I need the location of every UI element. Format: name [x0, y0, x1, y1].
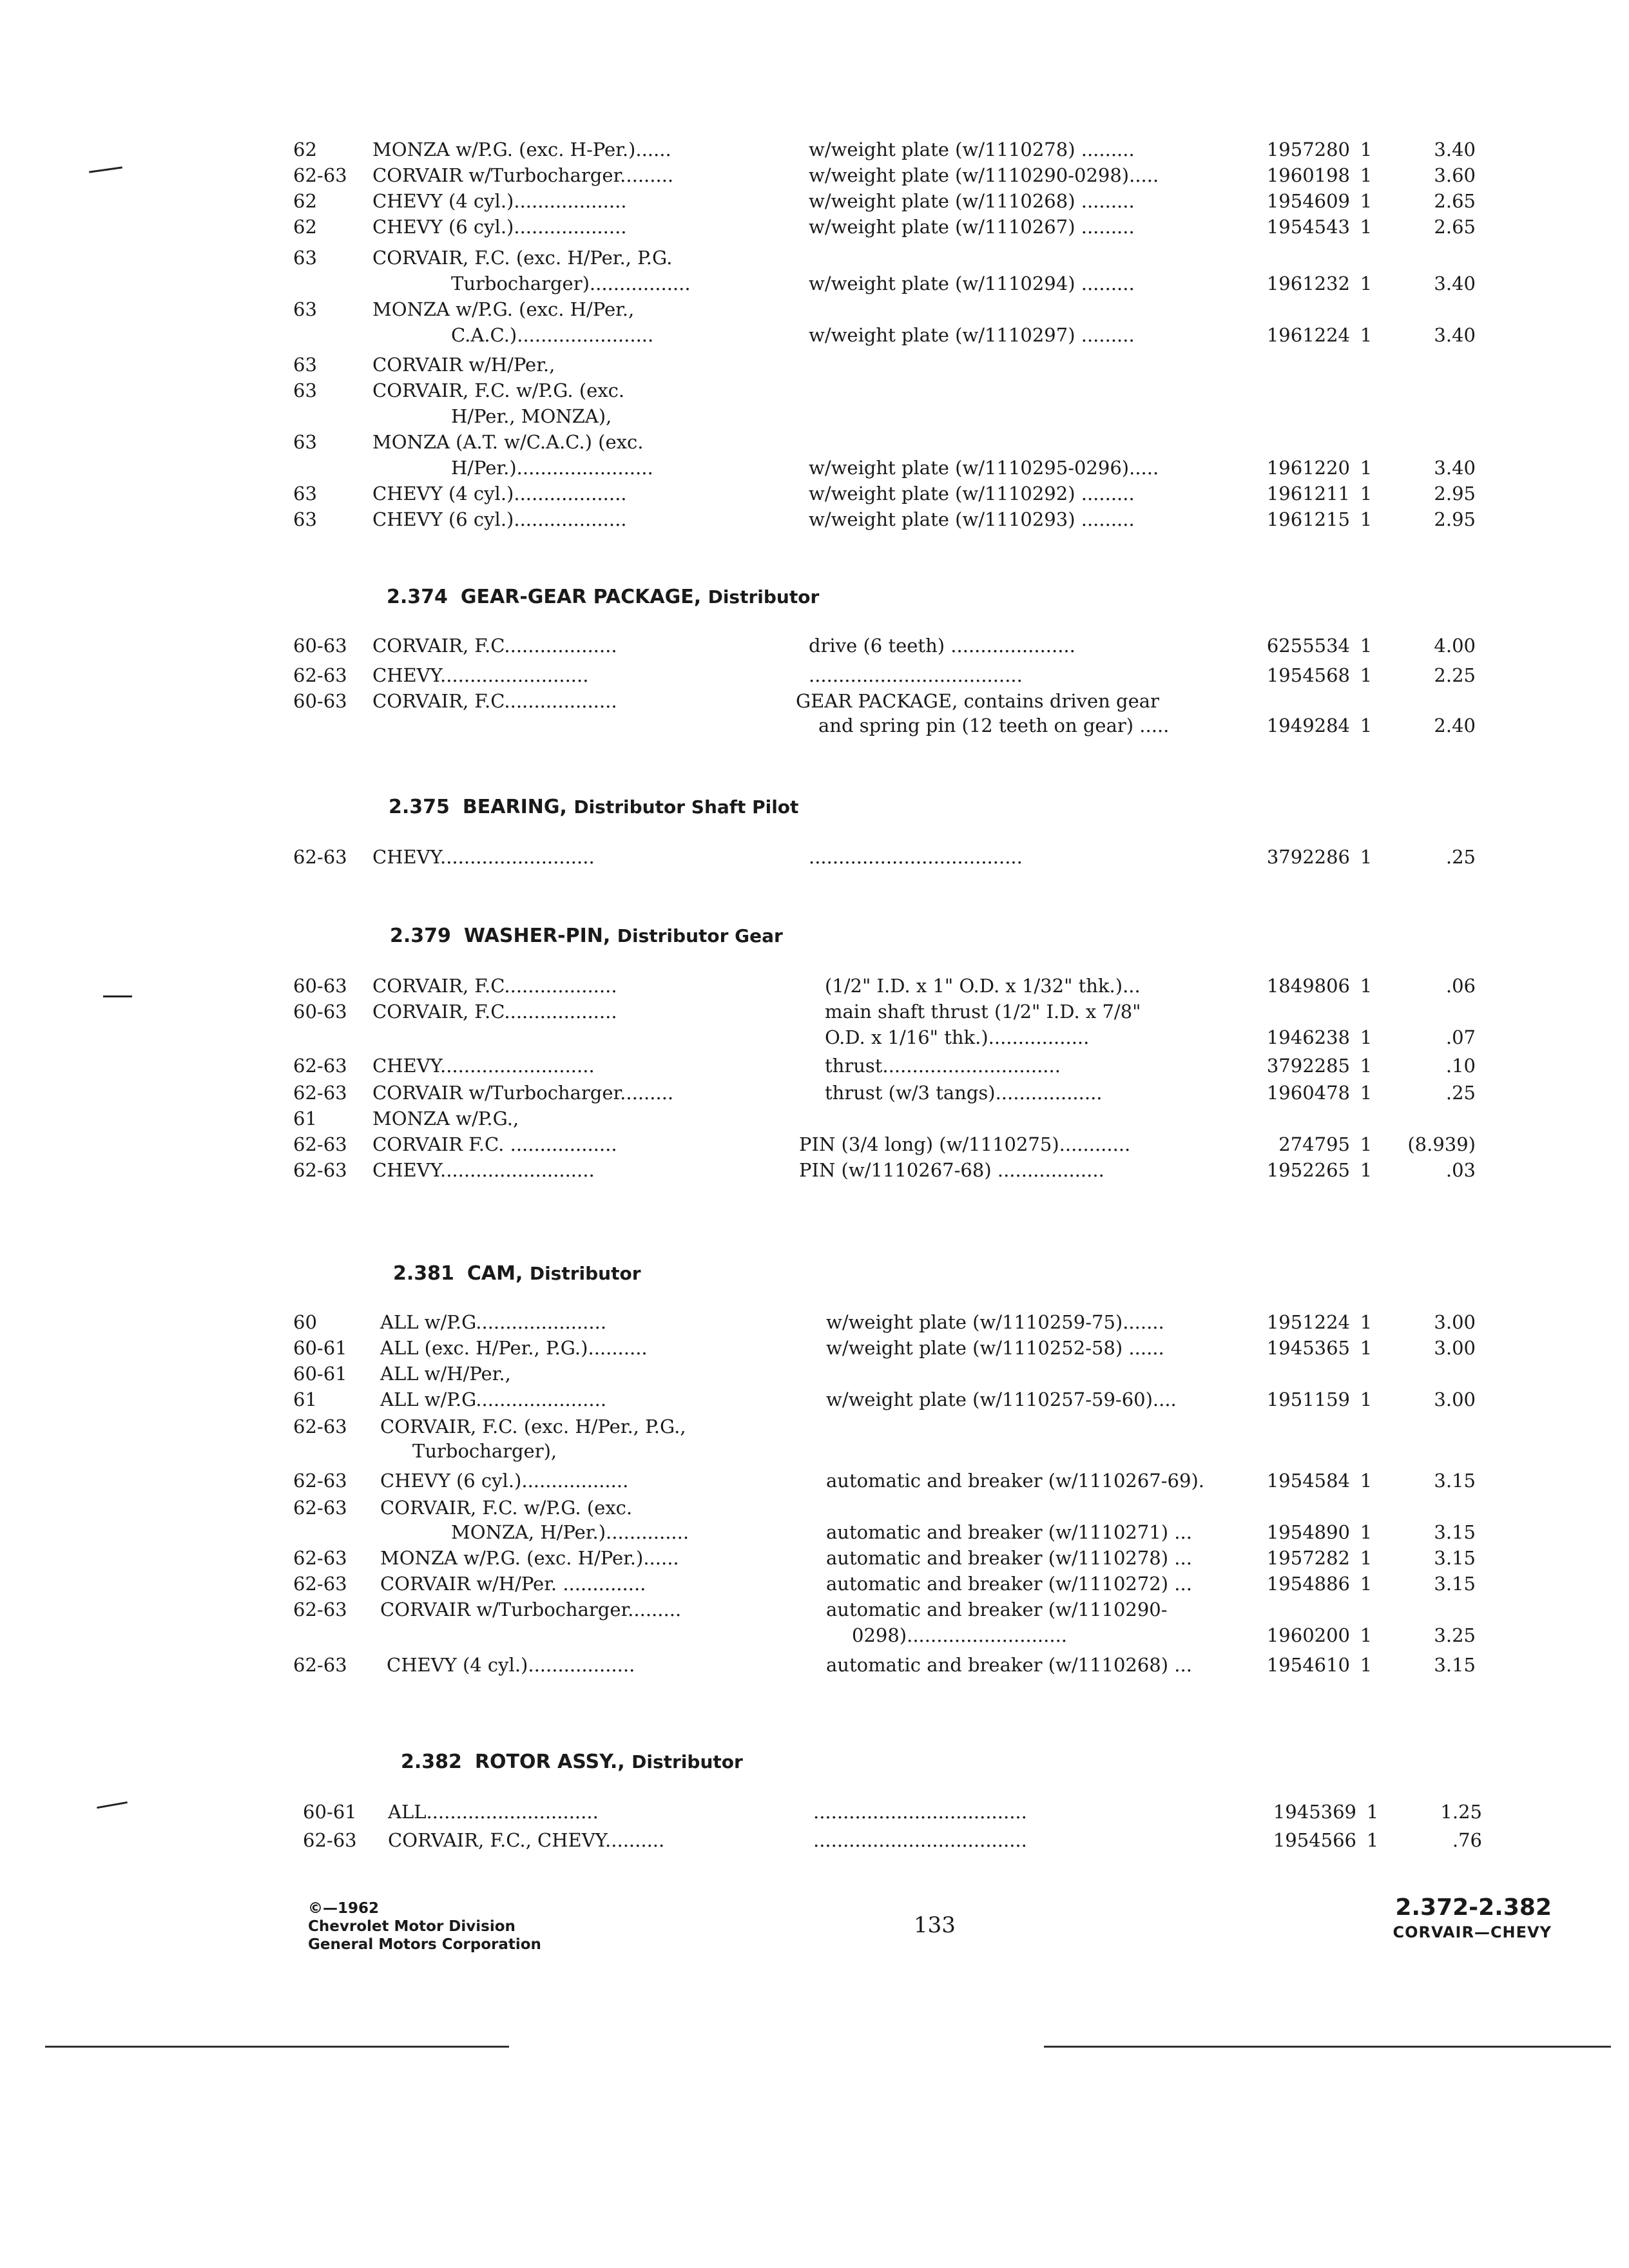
table-row: 62-63 CORVAIR F.C. .................. PIN (3/4 long) (w/1110275)............ 274795 1 (8.939): [293, 1133, 1476, 1155]
table-row: 63 CORVAIR w/H/Per.,: [293, 354, 555, 376]
table-row: 62-63 CHEVY.......................... .................................... 3792286 1 .25: [293, 846, 1476, 868]
table-row: 63 CORVAIR, F.C. (exc. H/Per., P.G.: [293, 247, 673, 269]
table-row: 62-63 CHEVY (6 cyl.).................. automatic and breaker (w/1110267-69). 1954584 1 3.15: [293, 1470, 1476, 1492]
table-row: 63 MONZA (A.T. w/C.A.C.) (exc.: [293, 431, 644, 453]
table-row: 62-63 CHEVY (4 cyl.).................. automatic and breaker (w/1110268) ... 1954610 1 3.15: [293, 1654, 1476, 1676]
table-row: 60-61 ALL............................. .................................... 1945369 1 1.25: [303, 1801, 1482, 1823]
table-row: 63 CORVAIR, F.C. w/P.G. (exc.: [293, 380, 625, 401]
page-number: 133: [914, 1912, 956, 1938]
table-row: 62-63 CHEVY......................... .................................... 1954568 1 2.25: [293, 664, 1476, 686]
section-heading-2-374: 2.374 GEAR-GEAR PACKAGE, Distributor: [387, 586, 820, 608]
table-row: 63 CHEVY (6 cyl.)................... w/weight plate (w/1110293) ......... 1961215 1 2.95: [293, 508, 1476, 530]
model-label: CORVAIR—CHEVY: [1393, 1923, 1552, 1941]
table-row: H/Per., MONZA),: [451, 405, 612, 427]
table-row: 62-63 CORVAIR, F.C. w/P.G. (exc.: [293, 1497, 633, 1519]
section-heading-2-381: 2.381 CAM, Distributor: [393, 1262, 641, 1285]
section-heading-2-379: 2.379 WASHER-PIN, Distributor Gear: [390, 925, 783, 947]
table-row: 62-63 CORVAIR w/H/Per. .............. automatic and breaker (w/1110272) ... 1954886 1 3.15: [293, 1573, 1476, 1595]
table-row: 62-63 CORVAIR w/Turbocharger......... automatic and breaker (w/1110290-: [293, 1599, 1168, 1620]
table-row: H/Per.)....................... w/weight plate (w/1110295-0296)..... 1961220 1 3.40: [451, 457, 1476, 479]
table-row: and spring pin (12 teeth on gear) ..... 1949284 1 2.40: [818, 715, 1476, 736]
table-row: 62-63 CORVAIR, F.C., CHEVY.......... .................................... 1954566 1 .76: [303, 1829, 1482, 1851]
table-row: 60 ALL w/P.G...................... w/weight plate (w/1110259-75)....... 1951224 1 3.00: [293, 1311, 1476, 1333]
table-row: 62 CHEVY (4 cyl.)................... w/weight plate (w/1110268) ......... 1954609 1 2.65: [293, 190, 1476, 212]
table-row: 62-63 CORVAIR, F.C. (exc. H/Per., P.G.,: [293, 1416, 686, 1437]
section-range: 2.372-2.382: [1395, 1894, 1552, 1921]
table-row: MONZA, H/Per.).............. automatic and breaker (w/1110271) ... 1954890 1 3.15: [451, 1521, 1476, 1543]
table-row: 61 MONZA w/P.G.,: [293, 1108, 519, 1129]
table-row: 60-63 CORVAIR, F.C................... (1/2" I.D. x 1" O.D. x 1/32" thk.)... 1849806 1 .06: [293, 975, 1476, 997]
table-row: 61 ALL w/P.G...................... w/weight plate (w/1110257-59-60).... 1951159 1 3.00: [293, 1389, 1476, 1410]
table-row: 62-63 CHEVY.......................... thrust.............................. 3792285 1 .10: [293, 1055, 1476, 1077]
table-row: 62-63 CORVAIR w/Turbocharger......... thrust (w/3 tangs).................. 1960478 1 .25: [293, 1082, 1476, 1104]
section-heading-2-382: 2.382 ROTOR ASSY., Distributor: [401, 1751, 743, 1773]
divider-left: [45, 2046, 509, 2048]
table-row: 60-61 ALL (exc. H/Per., P.G.).......... w/weight plate (w/1110252-58) ...... 1945365 1 3.00: [293, 1337, 1476, 1359]
table-row: 0298)........................... 1960200 1 3.25: [852, 1624, 1476, 1646]
table-row: C.A.C.)....................... w/weight plate (w/1110297) ......... 1961224 1 3.40: [451, 324, 1476, 346]
section-heading-2-375: 2.375 BEARING, Distributor Shaft Pilot: [389, 796, 799, 818]
table-row: 60-63 CORVAIR, F.C................... drive (6 teeth) ..................... 6255534 1 4.00: [293, 635, 1476, 657]
table-row: 60-63 CORVAIR, F.C................... GEAR PACKAGE, contains driven gear: [293, 690, 1159, 712]
table-row: 63 MONZA w/P.G. (exc. H/Per.,: [293, 298, 635, 320]
table-row: 62-63 CHEVY.......................... PIN (w/1110267-68) .................. 1952265 1 .03: [293, 1159, 1476, 1181]
table-row: 62-63 CORVAIR w/Turbocharger......... w/weight plate (w/1110290-0298)..... 1960198 1 3.60: [293, 164, 1476, 186]
table-row: 63 CHEVY (4 cyl.)................... w/weight plate (w/1110292) ......... 1961211 1 2.95: [293, 483, 1476, 505]
table-row: Turbocharger)................. w/weight plate (w/1110294) ......... 1961232 1 3.40: [451, 273, 1476, 294]
divider-right: [1044, 2046, 1611, 2048]
table-row: 62 CHEVY (6 cyl.)................... w/weight plate (w/1110267) ......... 1954543 1 2.65: [293, 216, 1476, 238]
footer-publisher: ©—1962 Chevrolet Motor Division General Motors Corporation: [308, 1900, 541, 1953]
table-row: O.D. x 1/16" thk.)................. 1946238 1 .07: [825, 1026, 1476, 1048]
table-row: 62 MONZA w/P.G. (exc. H-Per.)...... w/weight plate (w/1110278) ......... 1957280 1 3.40: [293, 139, 1476, 160]
table-row: 62-63 MONZA w/P.G. (exc. H/Per.)...... automatic and breaker (w/1110278) ... 1957282 1 3.15: [293, 1547, 1476, 1569]
table-row: 60-61 ALL w/H/Per.,: [293, 1363, 511, 1385]
table-row: Turbocharger),: [412, 1440, 557, 1462]
table-row: 60-63 CORVAIR, F.C................... main shaft thrust (1/2" I.D. x 7/8": [293, 1001, 1141, 1023]
